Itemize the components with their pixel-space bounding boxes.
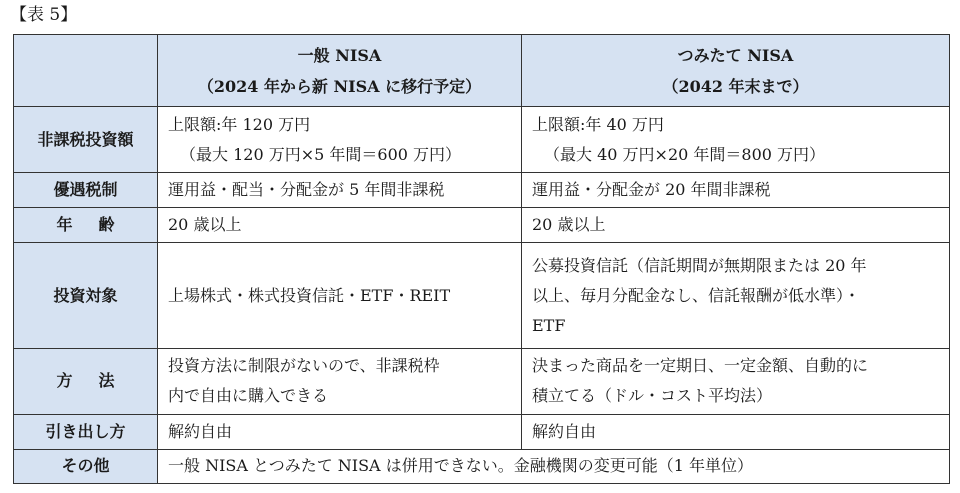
tsumitate-nisa-target-line-3: ETF bbox=[532, 315, 566, 335]
general-nisa-limit-line: 上限額:年 120 万円 bbox=[168, 114, 311, 134]
tsumitate-nisa-withdrawal: 解約自由 bbox=[522, 414, 950, 449]
tsumitate-nisa-method-line-1: 決まった商品を一定期日、一定金額、自動的に bbox=[532, 356, 869, 376]
row-label-investment-target: 投資対象 bbox=[14, 243, 158, 348]
other-notes: 一般 NISA とつみたて NISA は併用できない。金融機関の変更可能（1 年単位） bbox=[158, 449, 950, 483]
header-general-nisa-title: 一般 NISA bbox=[297, 45, 382, 65]
row-label-other: その他 bbox=[14, 449, 158, 483]
table-header-row bbox=[14, 35, 950, 107]
table-row-tax-free-amount bbox=[14, 107, 950, 173]
table-row-withdrawal bbox=[14, 414, 950, 449]
nisa-comparison-table bbox=[13, 34, 950, 484]
table-row-method bbox=[14, 348, 950, 414]
header-tsumitate-nisa bbox=[522, 35, 950, 107]
table-caption: 【表 5】 bbox=[10, 5, 78, 25]
general-nisa-investment-target: 上場株式・株式投資信託・ETF・REIT bbox=[158, 243, 522, 348]
general-nisa-method-line-2: 内で自由に購入できる bbox=[168, 386, 329, 406]
tsumitate-nisa-limit-line: 上限額:年 40 万円 bbox=[532, 114, 664, 134]
row-label-preferential-tax: 優遇税制 bbox=[14, 173, 158, 208]
header-corner-cell bbox=[14, 35, 158, 107]
general-nisa-age: 20 歳以上 bbox=[158, 208, 522, 243]
tsumitate-nisa-tax-free-amount bbox=[522, 107, 950, 173]
tsumitate-nisa-investment-target bbox=[522, 243, 950, 348]
tsumitate-nisa-method-line-2: 積立てる（ドル・コスト平均法） bbox=[532, 386, 773, 406]
header-tsumitate-nisa-subtitle: （2042 年末まで） bbox=[662, 76, 809, 96]
general-nisa-method-line-1: 投資方法に制限がないので、非課税枠 bbox=[168, 356, 440, 376]
tsumitate-nisa-limit-detail: （最大 40 万円×20 年間＝800 万円） bbox=[544, 144, 826, 164]
general-nisa-preferential-tax: 運用益・配当・分配金が 5 年間非課税 bbox=[158, 173, 522, 208]
general-nisa-withdrawal: 解約自由 bbox=[158, 414, 522, 449]
tsumitate-nisa-method bbox=[522, 348, 950, 414]
general-nisa-tax-free-amount bbox=[158, 107, 522, 173]
header-general-nisa bbox=[158, 35, 522, 107]
tsumitate-nisa-age: 20 歳以上 bbox=[522, 208, 950, 243]
row-label-age: 年齢 bbox=[14, 208, 158, 243]
row-label-tax-free-amount: 非課税投資額 bbox=[14, 107, 158, 173]
general-nisa-limit-detail: （最大 120 万円×5 年間＝600 万円） bbox=[180, 144, 462, 164]
table-row-investment-target bbox=[14, 243, 950, 348]
tsumitate-nisa-preferential-tax: 運用益・分配金が 20 年間非課税 bbox=[522, 173, 950, 208]
row-label-withdrawal: 引き出し方 bbox=[14, 414, 158, 449]
table-row-preferential-tax bbox=[14, 173, 950, 208]
tsumitate-nisa-target-line-1: 公募投資信託（信託期間が無期限または 20 年 bbox=[532, 255, 867, 275]
general-nisa-method bbox=[158, 348, 522, 414]
header-tsumitate-nisa-title: つみたて NISA bbox=[677, 45, 794, 65]
row-label-method: 方法 bbox=[14, 348, 158, 414]
table-row-other bbox=[14, 449, 950, 483]
tsumitate-nisa-target-line-2: 以上、毎月分配金なし、信託報酬が低水準）・ bbox=[532, 285, 861, 305]
table-row-age bbox=[14, 208, 950, 243]
header-general-nisa-subtitle: （2024 年から新 NISA に移行予定） bbox=[197, 76, 482, 96]
